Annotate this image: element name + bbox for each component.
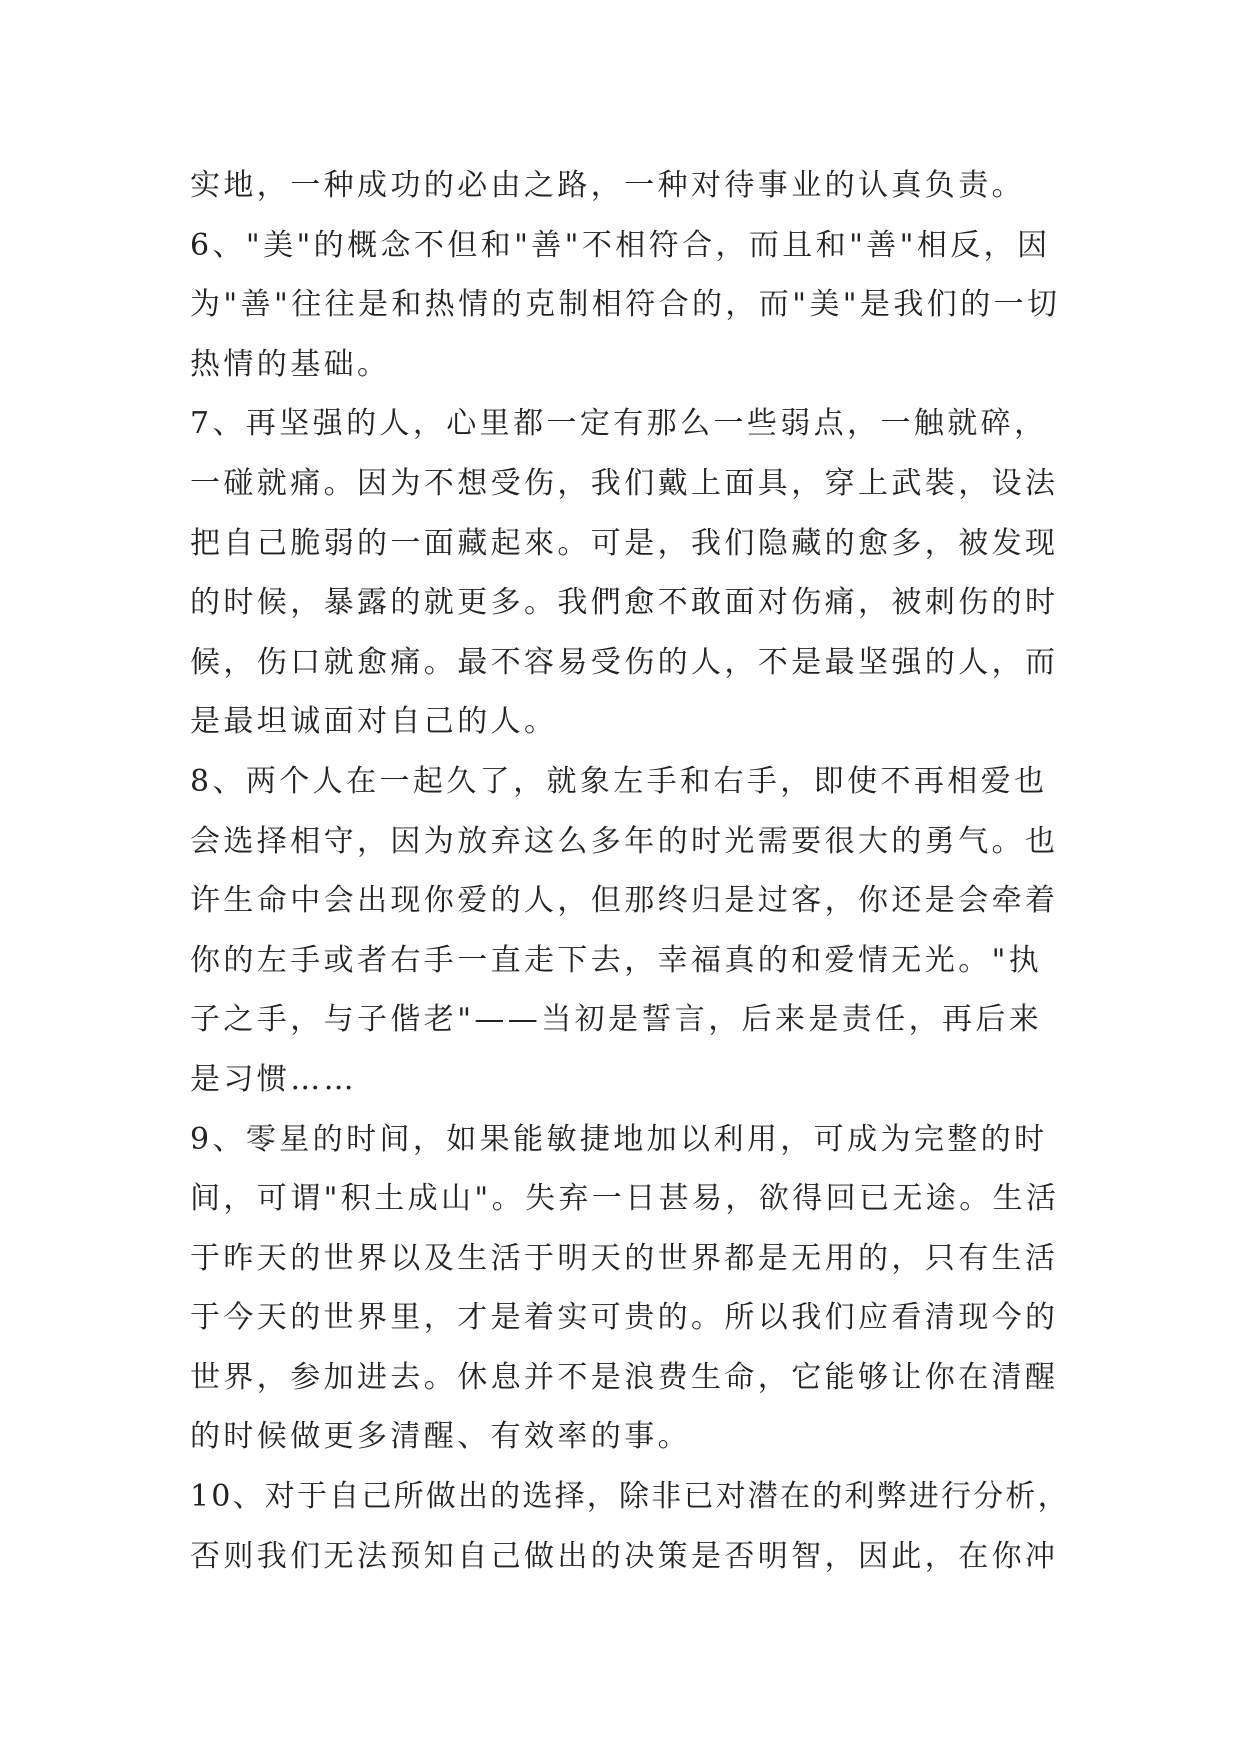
text-line: 子之手，与子偕老"——当初是誓言，后来是责任，再后来	[190, 1002, 1043, 1038]
text-line: 9、零星的时间，如果能敏捷地加以利用，可成为完整的时	[190, 1121, 1048, 1157]
text-line: 热情的基础。	[190, 346, 391, 382]
text-line: 10、对于自己所做出的选择，除非已对潜在的利弊进行分析，	[190, 1479, 1070, 1515]
text-line: 世界，参加进去。休息并不是浪费生命，它能够让你在清醒	[190, 1359, 1059, 1395]
text-line: 于昨天的世界以及生活于明天的世界都是无用的，只有生活	[190, 1240, 1059, 1276]
text-line: 间，可谓"积土成山"。失弃一日甚易，欲得回已无途。生活	[190, 1181, 1060, 1217]
text-line: 于今天的世界里，才是着实可贵的。所以我们应看清现今的	[190, 1300, 1059, 1336]
text-line: 一碰就痛。因为不想受伤，我们戴上面具，穿上武裝，设法	[190, 465, 1059, 501]
text-line: 为"善"往往是和热情的克制相符合的，而"美"是我们的一切	[190, 287, 1061, 323]
text-line: 6、"美"的概念不但和"善"不相符合，而且和"善"相反，因	[190, 227, 1051, 263]
text-line: 把自己脆弱的一面藏起來。可是，我们隐藏的愈多，被发现	[190, 525, 1059, 561]
text-line: 7、再坚强的人，心里都一定有那么一些弱点，一触就碎，	[190, 406, 1048, 442]
body-text	[190, 156, 1070, 1586]
text-line: 否则我们无法预知自己做出的决策是否明智，因此，在你冲	[190, 1538, 1059, 1574]
text-line: 候，伤口就愈痛。最不容易受伤的人，不是最坚强的人，而	[190, 644, 1059, 680]
text-line: 许生命中会出现你爱的人，但那终归是过客，你还是会牵着	[190, 883, 1059, 919]
text-line: 会选择相守，因为放弃这么多年的时光需要很大的勇气。也	[190, 823, 1059, 859]
text-line: 8、两个人在一起久了，就象左手和右手，即使不再相爱也	[190, 763, 1048, 799]
text-line: 是最坦诚面对自己的人。	[190, 704, 558, 740]
text-line: 实地，一种成功的必由之路，一种对待事业的认真负责。	[190, 168, 1025, 203]
text-line: 你的左手或者右手一直走下去，幸福真的和爱情无光。"执	[190, 942, 1043, 978]
text-line: 是习惯……	[190, 1061, 357, 1097]
text-line: 的时候，暴露的就更多。我們愈不敢面对伤痛，被刺伤的时	[190, 585, 1059, 621]
text-line: 的时候做更多清醒、有效率的事。	[190, 1419, 691, 1455]
